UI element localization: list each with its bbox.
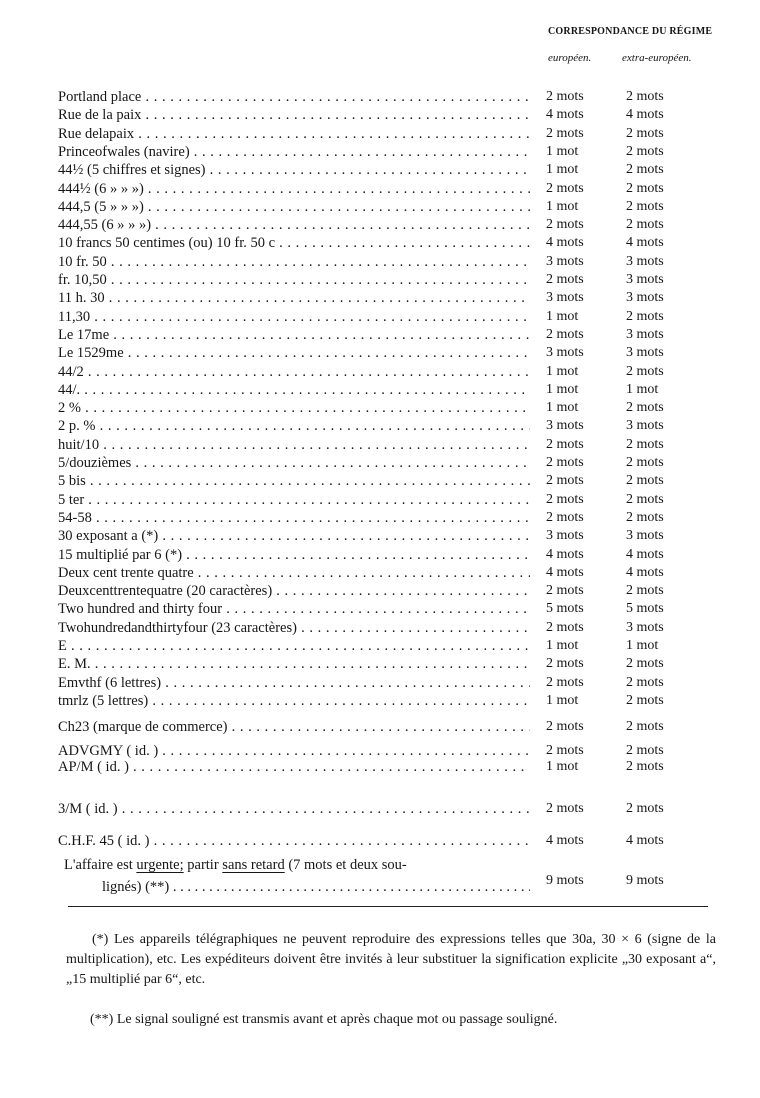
row-label: 10 fr. 50 . . . [58, 253, 530, 271]
row-count-european: 1 mot [546, 162, 579, 177]
row-label: Deux cent trente quatre . . . [58, 564, 530, 582]
underlined-phrase-sans-retard: sans retard [222, 857, 285, 873]
table-row [0, 399, 760, 417]
table-row [0, 289, 760, 307]
row-count-european: 1 mot [546, 199, 579, 214]
row-count-extra-european: 2 mots [626, 89, 664, 104]
final-row-line2 [102, 878, 530, 896]
row-count-extra-european: 2 mots [626, 455, 664, 470]
row-count-extra-european: 1 mot [626, 638, 659, 653]
row-label: 5 bis . . . [58, 472, 530, 490]
row-label: 30 exposant a (*) . . . [58, 527, 530, 545]
column-header-extra-european: extra-européen. [622, 52, 692, 64]
row-label: 5 ter . . . [58, 491, 530, 509]
row-count-european: 2 mots [546, 620, 584, 635]
final-row-text-b: partir [183, 857, 223, 873]
row-count-european: 4 mots [546, 547, 584, 562]
table-row [0, 509, 760, 527]
row-count-european: 2 mots [546, 510, 584, 525]
row-label: 44/. . . . [58, 381, 530, 399]
table-row [0, 234, 760, 252]
row-label: 5/douzièmes . . . [58, 454, 530, 472]
row-label: 444,5 (5 » » ») . . . [58, 198, 530, 216]
row-count-european: 1 mot [546, 638, 579, 653]
row-count-european: 2 mots [546, 473, 584, 488]
row-count-extra-european: 4 mots [626, 565, 664, 580]
row-label: Ch23 (marque de commerce) . . . [58, 718, 530, 736]
row-label: Le 17me . . . [58, 326, 530, 344]
row-label: Rue delapaix . . . [58, 125, 530, 143]
row-count-european: 2 mots [546, 89, 584, 104]
table-row [0, 198, 760, 216]
row-count-extra-european: 3 mots [626, 620, 664, 635]
table-row [0, 344, 760, 362]
row-count-european: 3 mots [546, 290, 584, 305]
row-label: 44½ (5 chiffres et signes) . . . [58, 161, 530, 179]
row-count-extra-european: 2 mots [626, 126, 664, 141]
table-row [0, 381, 760, 399]
underlined-word-urgente: urgente; [136, 857, 184, 873]
row-count-extra-european: 3 mots [626, 272, 664, 287]
row-label: AP/M ( id. ) . . . [58, 758, 530, 776]
table-row [0, 106, 760, 124]
row-label: 2 % . . . [58, 399, 530, 417]
table-row [0, 832, 760, 850]
row-count-extra-european: 2 mots [626, 364, 664, 379]
row-count-european: 1 mot [546, 693, 579, 708]
row-count-extra-european: 2 mots [626, 693, 664, 708]
row-label: Deuxcenttrentequatre (20 caractères) . . . [58, 582, 530, 600]
table-row [0, 692, 760, 710]
table-row [0, 363, 760, 381]
final-row-text-c: (7 mots et deux sou- [284, 857, 407, 873]
row-count-european: 1 mot [546, 144, 579, 159]
row-count-extra-european: 2 mots [626, 217, 664, 232]
row-label: 444½ (6 » » ») . . . [58, 180, 530, 198]
row-label: Twohundredandthirtyfour (23 caractères) . . . [58, 619, 530, 637]
row-label: Princeofwales (navire) . . . [58, 143, 530, 161]
row-label: tmrlz (5 lettres) . . . [58, 692, 530, 710]
table-row [0, 619, 760, 637]
row-label: 444,55 (6 » » ») . . . [58, 216, 530, 234]
row-label: huit/10 . . . [58, 436, 530, 454]
row-count-european: 2 mots [546, 583, 584, 598]
row-count-extra-european: 5 mots [626, 601, 664, 616]
row-count-european: 1 mot [546, 364, 579, 379]
row-count-extra-european: 3 mots [626, 418, 664, 433]
final-row-european: 9 mots [546, 873, 584, 888]
table-row [0, 758, 760, 776]
final-row-text-a: L'affaire est [64, 857, 137, 873]
row-count-extra-european: 4 mots [626, 107, 664, 122]
table-row [0, 600, 760, 618]
table-row [0, 637, 760, 655]
row-count-extra-european: 3 mots [626, 528, 664, 543]
row-count-extra-european: 4 mots [626, 235, 664, 250]
row-label: Le 1529me . . . [58, 344, 530, 362]
row-count-european: 2 mots [546, 181, 584, 196]
row-label: 44/2 . . . [58, 363, 530, 381]
row-count-european: 2 mots [546, 217, 584, 232]
row-count-european: 2 mots [546, 492, 584, 507]
table-row [0, 308, 760, 326]
row-label: ADVGMY ( id. ) . . . [58, 742, 530, 760]
row-count-european: 2 mots [546, 719, 584, 734]
table-row [0, 564, 760, 582]
row-count-extra-european: 2 mots [626, 144, 664, 159]
table-row [0, 326, 760, 344]
row-count-extra-european: 2 mots [626, 675, 664, 690]
table-row [0, 674, 760, 692]
footnote-divider [68, 906, 708, 907]
row-count-extra-european: 2 mots [626, 437, 664, 452]
row-count-extra-european: 2 mots [626, 309, 664, 324]
row-count-extra-european: 2 mots [626, 492, 664, 507]
row-label: 3/M ( id. ) . . . [58, 800, 530, 818]
row-count-extra-european: 3 mots [626, 290, 664, 305]
row-label: Portland place . . . [58, 88, 530, 106]
row-label: E . . . [58, 637, 530, 655]
row-count-european: 3 mots [546, 254, 584, 269]
table-row [0, 271, 760, 289]
row-count-extra-european: 2 mots [626, 743, 664, 758]
row-label: Rue de la paix . . . [58, 106, 530, 124]
table-row [0, 454, 760, 472]
row-label: 11,30 . . . [58, 308, 530, 326]
row-count-european: 2 mots [546, 656, 584, 671]
row-count-extra-european: 3 mots [626, 327, 664, 342]
row-label: fr. 10,50 . . . [58, 271, 530, 289]
row-count-european: 1 mot [546, 309, 579, 324]
row-count-european: 2 mots [546, 801, 584, 816]
table-row [0, 143, 760, 161]
row-label: Two hundred and thirty four . . . [58, 600, 530, 618]
row-count-european: 2 mots [546, 437, 584, 452]
footnote-2: (**) Le signal souligné est transmis avant et après chaque mot ou passage souligné. [90, 1012, 558, 1027]
row-count-european: 1 mot [546, 759, 579, 774]
table-row [0, 216, 760, 234]
row-label: 54-58 . . . [58, 509, 530, 527]
table-row [0, 655, 760, 673]
row-count-extra-european: 3 mots [626, 254, 664, 269]
row-label: E. M. . . . [58, 655, 530, 673]
row-count-european: 2 mots [546, 327, 584, 342]
row-count-extra-european: 3 mots [626, 345, 664, 360]
row-count-extra-european: 2 mots [626, 510, 664, 525]
row-count-european: 3 mots [546, 345, 584, 360]
row-count-extra-european: 2 mots [626, 656, 664, 671]
table-row [0, 417, 760, 435]
row-count-european: 5 mots [546, 601, 584, 616]
row-count-european: 4 mots [546, 107, 584, 122]
row-count-extra-european: 2 mots [626, 400, 664, 415]
final-row-line1 [64, 856, 407, 874]
row-count-extra-european: 4 mots [626, 833, 664, 848]
row-label: 10 francs 50 centimes (ou) 10 fr. 50 c . . . [58, 234, 530, 252]
row-label: 2 p. % . . . [58, 417, 530, 435]
row-count-extra-european: 1 mot [626, 382, 659, 397]
row-count-extra-european: 2 mots [626, 473, 664, 488]
row-count-extra-european: 4 mots [626, 547, 664, 562]
table-row [0, 88, 760, 106]
table-row [0, 582, 760, 600]
row-count-extra-european: 2 mots [626, 199, 664, 214]
row-count-european: 1 mot [546, 382, 579, 397]
table-row [0, 491, 760, 509]
row-count-european: 4 mots [546, 565, 584, 580]
table-row [0, 436, 760, 454]
row-label: 15 multiplié par 6 (*) . . . [58, 546, 530, 564]
row-label: 11 h. 30 . . . [58, 289, 530, 307]
final-row-extra-european: 9 mots [626, 873, 664, 888]
row-count-european: 3 mots [546, 528, 584, 543]
footnote-1: (*) Les appareils télégraphiques ne peuvent reproduire des expressions telles que 30a, 30 × 6 (signe de la multiplication), etc. Les expéditeurs doivent être invités à leur substituer la signification explicite „30 exposant a“, „15 multiplié par 6“, etc. [66, 932, 716, 987]
row-count-european: 4 mots [546, 833, 584, 848]
table-row [0, 527, 760, 545]
row-count-extra-european: 2 mots [626, 181, 664, 196]
row-count-extra-european: 2 mots [626, 583, 664, 598]
row-count-european: 2 mots [546, 743, 584, 758]
column-header-european: européen. [548, 52, 592, 64]
row-count-extra-european: 2 mots [626, 719, 664, 734]
row-count-extra-european: 2 mots [626, 801, 664, 816]
table-row [0, 161, 760, 179]
row-count-european: 2 mots [546, 675, 584, 690]
table-row [0, 718, 760, 736]
table-row [0, 253, 760, 271]
row-count-european: 3 mots [546, 418, 584, 433]
row-count-european: 2 mots [546, 126, 584, 141]
row-count-european: 2 mots [546, 455, 584, 470]
table-row [0, 180, 760, 198]
table-row [0, 472, 760, 490]
row-label: C.H.F. 45 ( id. ) . . . [58, 832, 530, 850]
row-count-extra-european: 2 mots [626, 759, 664, 774]
table-row [0, 800, 760, 818]
row-count-extra-european: 2 mots [626, 162, 664, 177]
row-count-european: 4 mots [546, 235, 584, 250]
row-count-european: 2 mots [546, 272, 584, 287]
row-label: Emvthf (6 lettres) . . . [58, 674, 530, 692]
header-title: CORRESPONDANCE DU RÉGIME [548, 26, 713, 37]
row-count-european: 1 mot [546, 400, 579, 415]
table-row [0, 125, 760, 143]
final-row-label: lignés) (**) . . . [102, 878, 530, 896]
table-row [0, 546, 760, 564]
